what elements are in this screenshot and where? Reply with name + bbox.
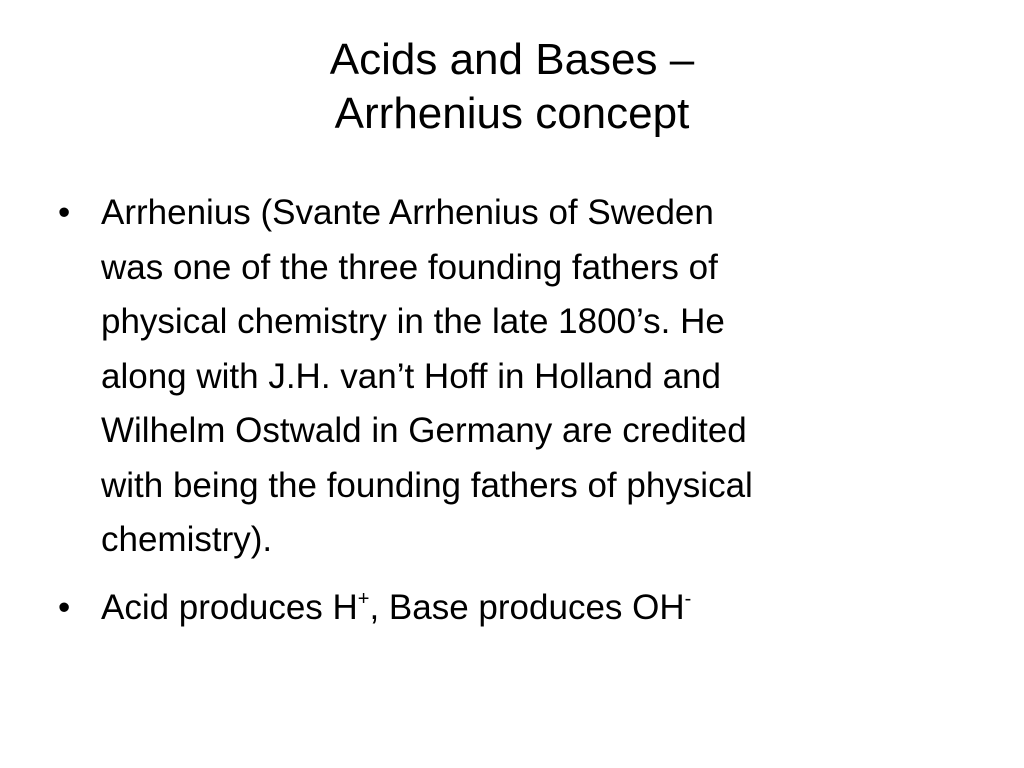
bullet-text <box>101 186 978 568</box>
bullet-line: Arrhenius (Svante Arrhenius of Sweden <box>101 193 714 232</box>
h-plus-superscript: + <box>357 587 370 610</box>
bullet-line: was one of the three founding fathers of <box>101 247 718 287</box>
bullet-line: chemistry). <box>101 520 273 559</box>
bullet-list <box>58 186 978 648</box>
bullet-line: along with J.H. van’t Hoff in Holland and <box>101 356 721 396</box>
bullet-item-arrhenius <box>58 186 978 568</box>
bullet-item-acid-base <box>58 581 978 636</box>
bullet-text <box>101 588 691 627</box>
oh-minus-superscript: - <box>684 587 692 610</box>
acid-text: Acid produces H <box>101 587 358 627</box>
title-line-1: Acids and Bases – <box>329 35 695 84</box>
bullet-marker: • <box>58 587 71 627</box>
bullet-line: physical chemistry in the late 1800’s. He <box>101 302 725 341</box>
slide-title <box>60 33 964 141</box>
base-text: , Base produces OH <box>369 587 685 627</box>
title-line-2: Arrhenius concept <box>334 89 690 138</box>
bullet-marker: • <box>58 193 71 232</box>
bullet-line: with being the founding fathers of physical <box>101 465 753 505</box>
bullet-line: Wilhelm Ostwald in Germany are credited <box>101 411 747 450</box>
